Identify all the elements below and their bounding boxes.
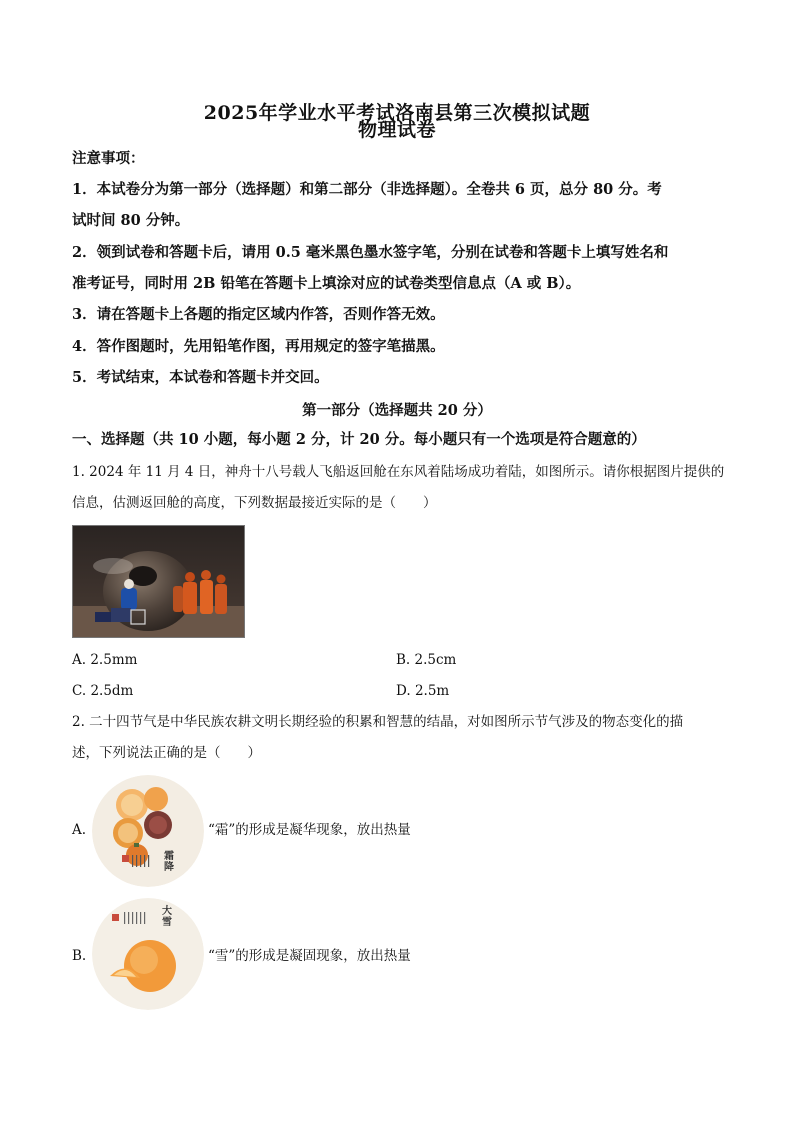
q1-stem-line2: 信息，估测返回舱的高度，下列数据最接近实际的是（ ） [72, 495, 437, 511]
capsule-landing-illustration [73, 526, 244, 637]
q1-option-b[interactable] [396, 650, 456, 670]
note-line-3: 3．请在答题卡上各题的指定区域内作答，否则作答无效。 [72, 306, 445, 323]
q1-option-c[interactable] [72, 681, 133, 701]
q1-stem-line1: 1. 2024 年 11 月 4 日，神舟十八号载人飞船返回舱在东风着陆场成功着陆，如图所示。请你根据图片提供的 [72, 464, 725, 480]
option-b-text: 2.5cm [414, 652, 457, 668]
note-line-5: 5．考试结束，本试卷和答题卡并交回。 [72, 369, 329, 386]
q2-option-a-image-frost [92, 775, 204, 887]
section-heading: 一、选择题（共 10 小题，每小题 2 分，计 20 分。每小题只有一个选项是符合题意的） [72, 431, 646, 448]
note-line-1-cont: 试时间 80 分钟。 [72, 212, 190, 229]
option-d-key: D. [396, 683, 411, 699]
q2-option-a-key[interactable]: A. [72, 822, 87, 838]
option-c-key: C. [72, 683, 87, 699]
q2-stem-line1: 2. 二十四节气是中华民族农耕文明长期经验的积累和智慧的结晶，对如图所示节气涉及的物态变化的描 [72, 714, 684, 730]
q2-option-b-image-snow [92, 898, 204, 1010]
option-c-text: 2.5dm [90, 683, 134, 699]
snow-seal-text: 大雪 [162, 906, 172, 928]
q1-option-a[interactable] [72, 650, 137, 670]
q1-option-d[interactable] [396, 681, 449, 701]
frost-seal-text: 霜降 [164, 851, 174, 873]
note-line-4: 4．答作图题时，先用铅笔作图，再用规定的签字笔描黑。 [72, 338, 445, 355]
exam-title: 2025年学业水平考试洛南县第三次模拟试题 [203, 102, 591, 124]
note-line-2-cont: 准考证号，同时用 2B 铅笔在答题卡上填涂对应的试卷类型信息点（A 或 B）。 [72, 275, 581, 292]
part1-heading: 第一部分（选择题共 20 分） [302, 402, 492, 419]
q2-option-b-key[interactable]: B. [72, 948, 87, 964]
option-a-key: A. [72, 652, 87, 668]
option-a-text: 2.5mm [90, 652, 138, 668]
notes-heading: 注意事项： [72, 150, 145, 167]
frost-solar-term-illustration [92, 775, 204, 887]
note-line-2: 2．领到试卷和答题卡后，请用 0.5 毫米黑色墨水签字笔，分别在试卷和答题卡上填写姓名和 [72, 244, 669, 261]
q1-photo-capsule-landing [72, 525, 245, 638]
snow-solar-term-illustration [92, 898, 204, 1010]
q2-stem-line2: 述，下列说法正确的是（ ） [72, 745, 261, 761]
exam-subtitle: 物理试卷 [357, 119, 436, 141]
q2-option-b-text[interactable]: “雪”的形成是凝固现象，放出热量 [208, 948, 411, 964]
note-line-1: 1．本试卷分为第一部分（选择题）和第二部分（非选择题）。全卷共 6 页，总分 80 分。考 [72, 181, 662, 198]
option-d-text: 2.5m [414, 683, 450, 699]
q2-option-a-text[interactable]: “霜”的形成是凝华现象，放出热量 [208, 822, 411, 838]
option-b-key: B. [396, 652, 411, 668]
